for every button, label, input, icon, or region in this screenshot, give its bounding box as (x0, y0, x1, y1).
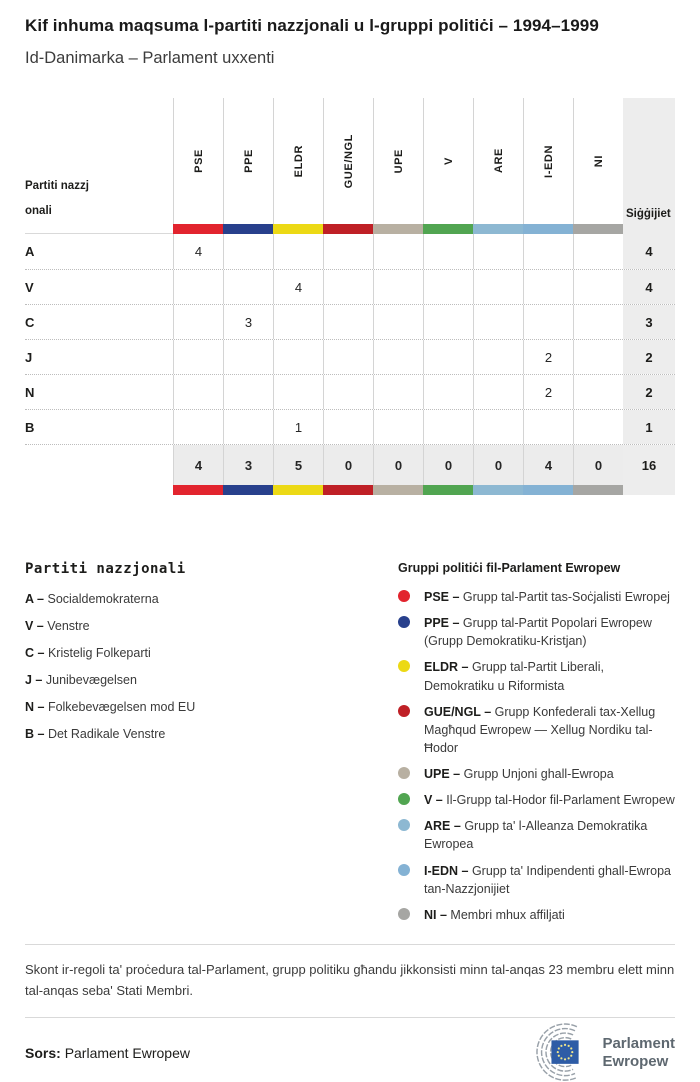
legend-section (25, 561, 675, 932)
legend-item: PPE – Grupp tal-Partit Popolari Ewropew (Grupp Demokratiku-Kristjan) (398, 614, 675, 650)
seats-total-cell: 4 (623, 270, 675, 304)
legend-item: J – Junibevægelsen (25, 673, 137, 687)
value-cell (473, 305, 523, 339)
legend-item: I-EDN – Grupp ta' Indipendenti ghall-Ewropa tan-Nazzjonijiet (398, 862, 675, 898)
value-cell (573, 375, 623, 409)
value-cell: 4 (173, 234, 223, 269)
group-color-bar-bottom (25, 485, 675, 495)
national-parties-heading: Partiti nazzjonali (25, 561, 186, 577)
political-groups-legend (398, 561, 675, 932)
european-parliament-logo (508, 1024, 675, 1082)
color-swatch-iedn (523, 485, 573, 495)
value-cell (373, 270, 423, 304)
color-swatch-guengl (323, 224, 373, 234)
value-cell (173, 305, 223, 339)
legend-item: NI – Membri mhux affiljati (398, 906, 675, 924)
value-cell (573, 410, 623, 444)
procedural-note: Skont ir-regoli ta' proċedura tal-Parlament, grupp politiku għandu jikkonsisti minn tal-anqas 23 membru elett minn tal-anqas seba' Stati Membri. (25, 944, 675, 1019)
total-cell: 0 (373, 445, 423, 485)
value-cell (423, 375, 473, 409)
value-cell (373, 375, 423, 409)
value-cell (423, 305, 473, 339)
party-label: C (25, 314, 35, 330)
color-swatch-v (423, 485, 473, 495)
value-cell (473, 234, 523, 269)
value-cell (423, 410, 473, 444)
value-cell (473, 375, 523, 409)
group-color-dot (398, 616, 410, 628)
value-cell (173, 410, 223, 444)
value-cell: 2 (523, 340, 573, 374)
color-swatch-upe (373, 485, 423, 495)
value-cell (573, 234, 623, 269)
value-cell (523, 270, 573, 304)
value-cell (223, 340, 273, 374)
value-cell: 4 (273, 270, 323, 304)
color-swatch-ni (573, 485, 623, 495)
table-row (25, 304, 675, 339)
value-cell (323, 270, 373, 304)
value-cell (323, 375, 373, 409)
color-swatch-are (473, 224, 523, 234)
total-cell: 0 (323, 445, 373, 485)
value-cell (323, 340, 373, 374)
value-cell: 3 (223, 305, 273, 339)
party-label: A (25, 244, 35, 259)
footer (25, 1024, 675, 1082)
value-cell: 2 (523, 375, 573, 409)
total-cell: 0 (573, 445, 623, 485)
value-cell (323, 234, 373, 269)
seats-total-cell: 4 (623, 234, 675, 269)
political-groups-heading: Gruppi politiċi fil-Parlament Ewropew (398, 561, 621, 575)
legend-item: ELDR – Grupp tal-Partit Liberali, Demokratiku u Riformista (398, 658, 675, 694)
total-cell: 5 (273, 445, 323, 485)
group-color-dot (398, 590, 410, 602)
group-color-dot (398, 908, 410, 920)
row-header-label: Partiti nazzjonali (25, 180, 89, 217)
value-cell (523, 305, 573, 339)
row-header-cell (25, 98, 173, 224)
column-header-ppe: PPE (223, 98, 273, 224)
color-swatch-eldr (273, 224, 323, 234)
value-cell (523, 234, 573, 269)
value-cell (473, 340, 523, 374)
color-swatch-pse (173, 485, 223, 495)
value-cell (573, 305, 623, 339)
total-cell: 3 (223, 445, 273, 485)
value-cell (423, 234, 473, 269)
value-cell (423, 270, 473, 304)
value-cell (273, 305, 323, 339)
bar-spacer (25, 224, 173, 234)
group-color-dot (398, 660, 410, 672)
party-label: V (25, 279, 34, 295)
value-cell (373, 305, 423, 339)
total-cell: 4 (523, 445, 573, 485)
bar-spacer (25, 485, 173, 495)
color-swatch-guengl (323, 485, 373, 495)
color-swatch-ni (573, 224, 623, 234)
seats-total-cell: 3 (623, 305, 675, 339)
value-cell (573, 340, 623, 374)
column-header-iedn: I-EDN (523, 98, 573, 224)
seats-bar-spacer (623, 224, 675, 234)
column-header-pse: PSE (173, 98, 223, 224)
value-cell (173, 340, 223, 374)
page-title: Kif inhuma maqsuma l-partiti nazzjonali u l-gruppi politiċi – 1994–1999 (25, 16, 599, 35)
color-swatch-ppe (223, 224, 273, 234)
group-color-dot (398, 819, 410, 831)
value-cell (173, 375, 223, 409)
legend-item: B – Det Radikale Venstre (25, 727, 166, 741)
value-cell (323, 305, 373, 339)
value-cell (273, 375, 323, 409)
column-header-eldr: ELDR (273, 98, 323, 224)
source-line: Sors: Parlament Ewropew (25, 1045, 190, 1062)
value-cell: 1 (273, 410, 323, 444)
group-color-dot (398, 793, 410, 805)
legend-item: V – Il-Grupp tal-Hodor fil-Parlament Ewropew (398, 791, 675, 809)
total-cell: 4 (173, 445, 223, 485)
color-swatch-v (423, 224, 473, 234)
table-row (25, 374, 675, 409)
grand-total-cell: 16 (623, 445, 675, 485)
column-header-are: ARE (473, 98, 523, 224)
hemicycle-flag-icon (508, 1024, 594, 1082)
legend-item: UPE – Grupp Unjoni ghall-Ewropa (398, 765, 675, 783)
seats-total-cell: 2 (623, 375, 675, 409)
party-label: N (25, 384, 35, 400)
column-header-upe: UPE (373, 98, 423, 224)
value-cell (373, 234, 423, 269)
value-cell (223, 375, 273, 409)
color-swatch-pse (173, 224, 223, 234)
table-header-row (25, 98, 675, 224)
table-row (25, 269, 675, 304)
value-cell (173, 270, 223, 304)
value-cell (373, 410, 423, 444)
color-swatch-upe (373, 224, 423, 234)
value-cell (423, 340, 473, 374)
party-label: J (25, 349, 33, 365)
seats-header-cell: Siġġijiet (623, 98, 675, 224)
legend-item: C – Kristelig Folkeparti (25, 646, 151, 660)
column-header-guengl: GUE/NGL (323, 98, 373, 224)
totals-row (25, 444, 675, 485)
color-swatch-ppe (223, 485, 273, 495)
totals-spacer (25, 445, 173, 485)
legend-item: ARE – Grupp ta' l-Alleanza Demokratika Ewropea (398, 817, 675, 853)
group-color-dot (398, 705, 410, 717)
value-cell (473, 410, 523, 444)
logo-wordmark: Parlament Ewropew (602, 1034, 675, 1071)
column-header-v: V (423, 98, 473, 224)
value-cell (473, 270, 523, 304)
legend-item: PSE – Grupp tal-Partit tas-Soċjalisti Ewropej (398, 588, 675, 606)
party-label: B (25, 419, 35, 435)
value-cell (273, 340, 323, 374)
seats-total-cell: 2 (623, 340, 675, 374)
group-color-dot (398, 767, 410, 779)
value-cell (223, 270, 273, 304)
total-cell: 0 (473, 445, 523, 485)
seats-bar-spacer (623, 485, 675, 495)
value-cell (523, 410, 573, 444)
table-row (25, 409, 675, 444)
table-row (25, 234, 675, 269)
national-parties-legend (25, 561, 398, 932)
total-cell: 0 (423, 445, 473, 485)
legend-item: V – Venstre (25, 619, 90, 633)
value-cell (273, 234, 323, 269)
group-color-bar-top (25, 224, 675, 234)
table-row (25, 339, 675, 374)
value-cell (573, 270, 623, 304)
group-color-dot (398, 864, 410, 876)
party-group-matrix (25, 98, 675, 495)
value-cell (373, 340, 423, 374)
color-swatch-are (473, 485, 523, 495)
value-cell (323, 410, 373, 444)
legend-item: A – Socialdemokraterna (25, 592, 159, 606)
seats-total-cell: 1 (623, 410, 675, 444)
legend-item: N – Folkebevægelsen mod EU (25, 700, 196, 714)
value-cell (223, 410, 273, 444)
color-swatch-eldr (273, 485, 323, 495)
page-subtitle: Id-Danimarka – Parlament uxxenti (25, 49, 275, 67)
color-swatch-iedn (523, 224, 573, 234)
value-cell (223, 234, 273, 269)
column-header-ni: NI (573, 98, 623, 224)
legend-item: GUE/NGL – Grupp Konfederali tax-Xellug Magħqud Ewropew — Xellug Nordiku tal-Ħodor (398, 703, 675, 757)
